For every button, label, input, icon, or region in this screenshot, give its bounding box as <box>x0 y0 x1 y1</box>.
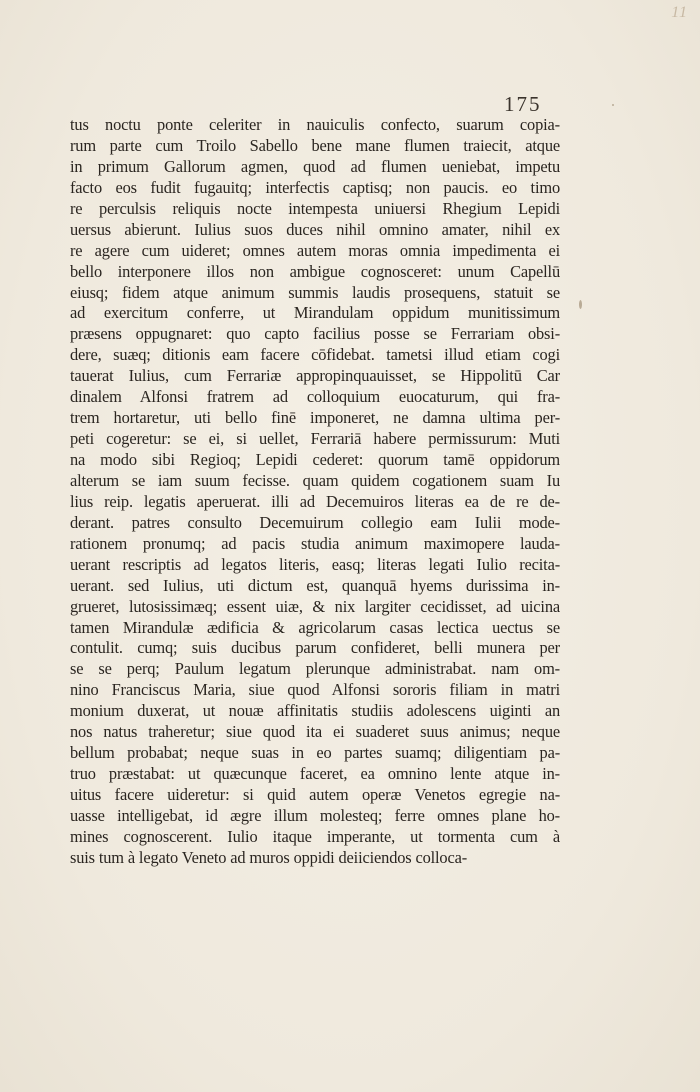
text-line: na modo sibi Regioq; Lepidi cederet: quorum tamē oppidorum <box>70 450 560 469</box>
text-block <box>70 115 560 869</box>
text-line: se se perq; Paulum legatum plerunque administrabat. nam om- <box>70 659 560 679</box>
text-line: bellum probabat; neque suas in eo partes suamq; diligentiam pa- <box>70 743 560 763</box>
text-line: grueret, lutosissimæq; essent uiæ, & nix largiter cecidisset, ad uicina <box>70 596 560 616</box>
text-line: ad exercitum conferre, ut Mirandulam oppidum munitissimum <box>70 303 560 323</box>
text-line: tamen Mirandulæ ædificia & agricolarum casas lectica uectus se <box>70 617 560 637</box>
text-line: uerant rescriptis ad legatos literis, easq; literas legati Iulio recita- <box>70 554 560 574</box>
text-line: tauerat Iulius, cum Ferrariæ appropinquauisset, se Hippolitū Car <box>70 366 560 386</box>
text-line: peti cogeretur: se ei, si uellet, Ferrariā habere permissurum: Muti <box>70 429 560 449</box>
text-line: lius reip. legatis aperuerat. illi ad Decemuiros literas ea de re de- <box>70 491 560 511</box>
text-line: tus noctu ponte celeriter in nauiculis confecto, suarum copia- <box>70 115 560 134</box>
text-line: nino Franciscus Maria, siue quod Alfonsi sororis filiam in matri <box>70 680 560 700</box>
text-line: contulit. cumq; suis ducibus parum confideret, belli munera per <box>70 638 560 658</box>
text-line: eiusq; fidem atque animum summis laudis prosequens, statuit se <box>70 282 560 302</box>
text-line: uersus abierunt. Iulius suos duces nihil omnino amater, nihil ex <box>70 219 560 239</box>
text-line: bello interponere illos non ambigue cognosceret: unum Capellū <box>70 261 560 281</box>
paper-speck <box>612 104 614 106</box>
text-line: alterum se iam suum fecisse. quam quidem cogationem suam Iu <box>70 470 560 490</box>
text-line: re perculsis reliquis nocte intempesta uniuersi Rhegium Lepidi <box>70 198 560 218</box>
text-line: derant. patres consulto Decemuirum collegio eam Iulii mode- <box>70 512 560 532</box>
text-line: dere, suæq; ditionis eam facere cōfidebat. tametsi illud etiam cogi <box>70 345 560 365</box>
text-line: præsens oppugnaret: quo capto facilius posse se Ferrariam obsi- <box>70 324 560 344</box>
text-line: uasse intelligebat, id ægre illum molesteq; ferre omnes plane ho- <box>70 805 560 825</box>
text-line: suis tum à legato Veneto ad muros oppidi deiiciendos colloca- <box>70 847 468 867</box>
text-line: re agere cum uideret; omnes autem moras omnia impedimenta ei <box>70 240 560 260</box>
text-line: trem hortaretur, uti bello finē imponeret, ne damna ultima per- <box>70 408 560 428</box>
text-line: monium duxerat, ut nouæ affinitatis studiis adolescens uiginti an <box>70 701 560 721</box>
text-line: dinalem Alfonsi fratrem ad colloquium euocaturum, qui fra- <box>70 387 560 407</box>
text-line: mines cognoscerent. Iulio itaque imperante, ut tormenta cum à <box>70 826 560 846</box>
text-line: facto eos fudit fugauitq; interfectis captisq; non paucis. eo timo <box>70 177 560 197</box>
text-line: uerant. sed Iulius, uti dictum est, quanquā hyems durissima in- <box>70 575 560 595</box>
text-line: uitus facere uideretur: si quid autem operæ Venetos egregie na- <box>70 785 560 804</box>
text-line: rum parte cum Troilo Sabello bene mane flumen traiecit, atque <box>70 135 560 155</box>
corner-pencil-mark: 11 <box>671 4 688 21</box>
text-line: in primum Gallorum agmen, quod ad flumen ueniebat, impetu <box>70 156 560 176</box>
page-number: 175 <box>504 92 542 116</box>
text-line: rationem pronumq; ad pacis studia animum maximopere lauda- <box>70 533 560 553</box>
text-line: truo præstabat: ut quæcunque faceret, ea omnino lente atque in- <box>70 764 560 784</box>
paper-speck <box>579 300 582 309</box>
text-line: nos natus traheretur; siue quod ita ei suaderet suus animus; neque <box>70 722 560 742</box>
